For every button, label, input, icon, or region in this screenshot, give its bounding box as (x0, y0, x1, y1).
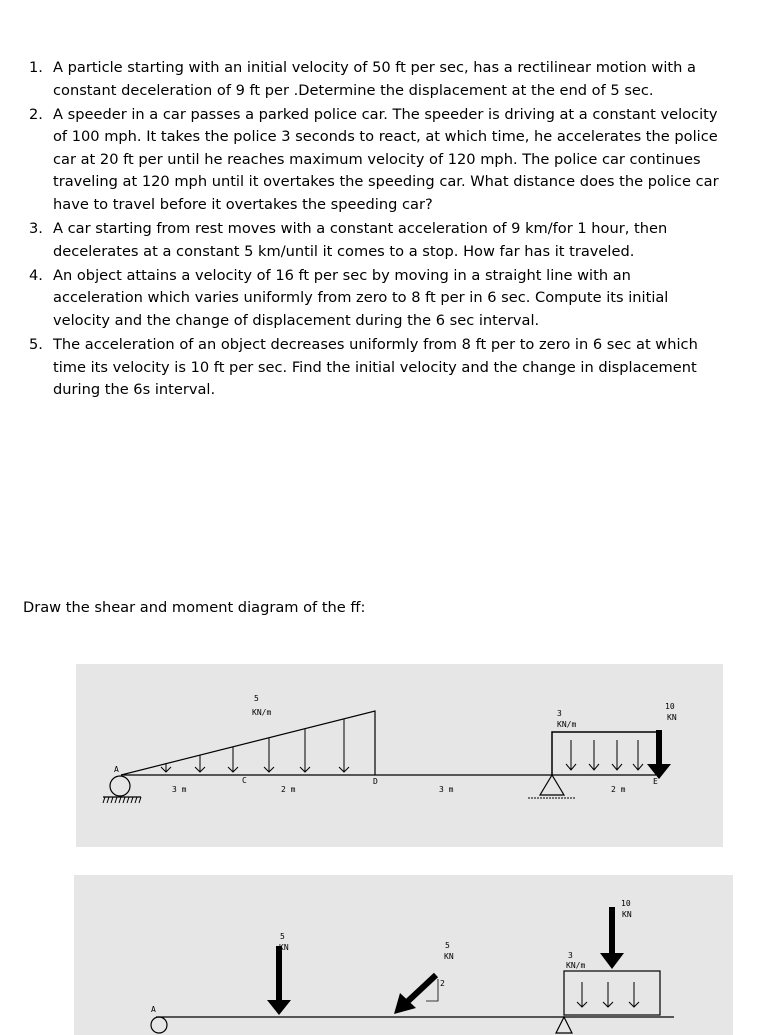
problem-item-4 (29, 265, 719, 333)
span-label: 2 m (281, 785, 296, 794)
point-load-arrowhead (647, 764, 671, 779)
triangular-load (121, 711, 375, 775)
udl-value: 3 (557, 709, 562, 718)
udl-arrows (577, 982, 639, 1007)
problem-number: 4. (29, 266, 43, 284)
point-load-2-unit: KN (622, 910, 632, 919)
point-d-label: D (373, 777, 378, 786)
point-load-unit: KN (667, 713, 677, 722)
problem-item-1 (29, 57, 719, 102)
span-label: 3 m (172, 785, 187, 794)
problem-item-5 (29, 334, 719, 402)
problem-list (29, 57, 719, 403)
inclined-load-arrow (406, 975, 436, 1003)
problem-number: 5. (29, 336, 43, 354)
point-a-label: A (114, 765, 119, 774)
slope-rise-label: 2 (440, 979, 445, 988)
problem-number: 2. (29, 105, 43, 123)
problem-item-3 (29, 218, 719, 263)
pin-support (556, 1017, 572, 1033)
point-c-label: C (242, 776, 247, 785)
point-load-1-value: 5 (280, 932, 285, 941)
problem-text: An object attains a velocity of 16 ft per sec by moving in a straight line with an acceleration which varies uniformly from zero to 8 ft per in 6 sec. Compute its initial velocity and the change of displacement during the 6 sec interval. (53, 266, 669, 330)
problem-item-2 (29, 104, 719, 217)
instruction-text: Draw the shear and moment diagram of the ff: (23, 599, 366, 616)
udl-unit: KN/m (566, 961, 586, 970)
load-peak-unit: KN/m (252, 708, 272, 717)
beam-figure-1 (76, 664, 723, 847)
inclined-load-unit: KN (444, 952, 454, 961)
problem-text: The acceleration of an object decreases uniformly from 8 ft per to zero in 6 sec at which time its velocity is 10 ft per sec. Find the initial velocity and the change in displacement during the 6s interval. (53, 336, 698, 399)
udl-unit: KN/m (557, 720, 577, 729)
problem-number: 3. (29, 220, 43, 238)
ground-hatch (103, 797, 141, 803)
problem-text: A particle starting with an initial velocity of 50 ft per sec, has a rectilinear motion with a constant deceleration of 9 ft per .Determine the displacement at the end of 5 sec. (53, 59, 696, 99)
roller-support (151, 1017, 167, 1033)
point-e-label: E (653, 777, 658, 786)
pin-support (540, 775, 564, 795)
udl-load (552, 732, 660, 775)
point-load-1-unit: KN (279, 943, 289, 952)
span-label: 3 m (439, 785, 454, 794)
load-peak-value: 5 (254, 694, 259, 703)
point-load-2-value: 10 (621, 899, 631, 908)
beam-figure-2 (74, 875, 733, 1035)
problem-number: 1. (29, 59, 43, 76)
udl-arrows (566, 740, 643, 770)
problem-text: A car starting from rest moves with a constant acceleration of 9 km/for 1 hour, then decelerates at a constant 5 km/until it comes to a stop. How far has it traveled. (53, 220, 668, 260)
span-label: 2 m (611, 785, 626, 794)
point-a-label: A (151, 1005, 156, 1014)
roller-support (110, 776, 130, 796)
problem-text: A speeder in a car passes a parked police car. The speeder is driving at a constant velocity of 100 mph. It takes the police 3 seconds to react, at which time, he accelerates the police car at 20 ft per until he reaches maximum velocity of 120 mph. The police car continues traveling at 120 mph until it overtakes the speeding car. What distance does the police car have to travel before it overtakes the speeding car? (53, 105, 719, 214)
point-load-arrowhead (267, 1000, 291, 1015)
point-load-value: 10 (665, 702, 675, 711)
load-arrows (161, 719, 349, 772)
beam-diagram-1 (76, 664, 723, 847)
udl-load (564, 971, 660, 1015)
beam-diagram-2 (74, 875, 733, 1035)
point-load-arrowhead (600, 953, 624, 969)
inclined-load-value: 5 (445, 941, 450, 950)
udl-value: 3 (568, 951, 573, 960)
